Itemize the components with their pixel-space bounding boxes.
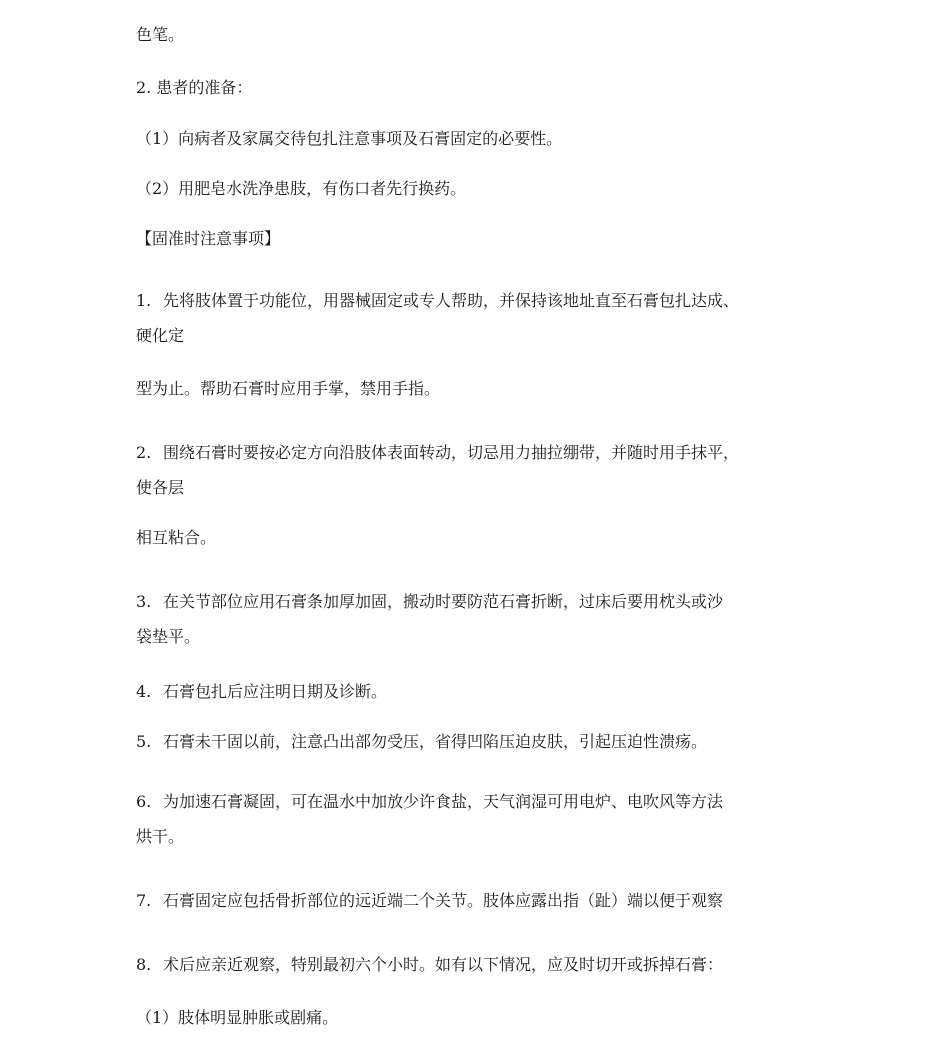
list-item [136,291,739,311]
list-text: 石膏未干固以前，注意凸出部勿受压，省得凹陷压迫皮肤，引起压迫性溃疡。 [163,732,708,751]
text-line: 色笔。 [136,25,185,44]
list-number: 5. [136,732,152,751]
list-item [136,792,723,812]
list-number: 6. [136,792,152,811]
list-number: 3. [136,592,152,611]
list-text: 先将肢体置于功能位，用器械固定或专人帮助，并保持该地址直至石膏包扎达成、 [163,291,740,310]
text-line: 使各层 [136,478,185,497]
list-item [136,955,723,975]
list-text: 石膏包扎后应注明日期及诊断。 [163,682,388,701]
text-line: 相互粘合。 [136,528,217,547]
list-text: 围绕石膏时要按必定方向沿肢体表面转动，切忌用力抽拉绷带，并随时用手抹平， [163,443,740,462]
list-item [136,732,707,752]
list-number: 1. [136,291,152,310]
list-text: 在关节部位应用石膏条加厚加固，搬动时要防范石膏折断，过床后要用枕头或沙 [163,592,724,611]
list-item [136,682,387,702]
list-text: 术后应亲近观察，特别最初六个小时。如有以下情况，应及时切开或拆掉石膏： [163,955,724,974]
text-line: （2）用肥皂水洗净患肢，有伤口者先行换药。 [136,179,467,198]
section-heading: 2. 患者的准备： [136,78,253,97]
list-text: 为加速石膏凝固，可在温水中加放少许食盐，天气润湿可用电炉、电吹风等方法 [163,792,724,811]
list-text: 石膏固定应包括骨折部位的远近端二个关节。肢体应露出指（趾）端以便于观察 [163,891,724,910]
list-item [136,592,723,612]
list-number: 4. [136,682,152,701]
list-number: 7. [136,891,152,910]
list-number: 8. [136,955,152,974]
text-line: 烘干。 [136,827,185,846]
section-heading: 【固准时注意事项】 [136,229,281,248]
text-line: 硬化定 [136,326,185,345]
text-line: 型为止。帮助石膏时应用手掌，禁用手指。 [136,379,441,398]
text-line: （1）肢体明显肿胀或剧痛。 [136,1008,339,1027]
list-item [136,891,723,911]
text-line: （1）向病者及家属交待包扎注意事项及石膏固定的必要性。 [136,129,563,148]
list-number: 2. [136,443,152,462]
list-item [136,443,739,463]
text-line: 袋垫平。 [136,627,201,646]
